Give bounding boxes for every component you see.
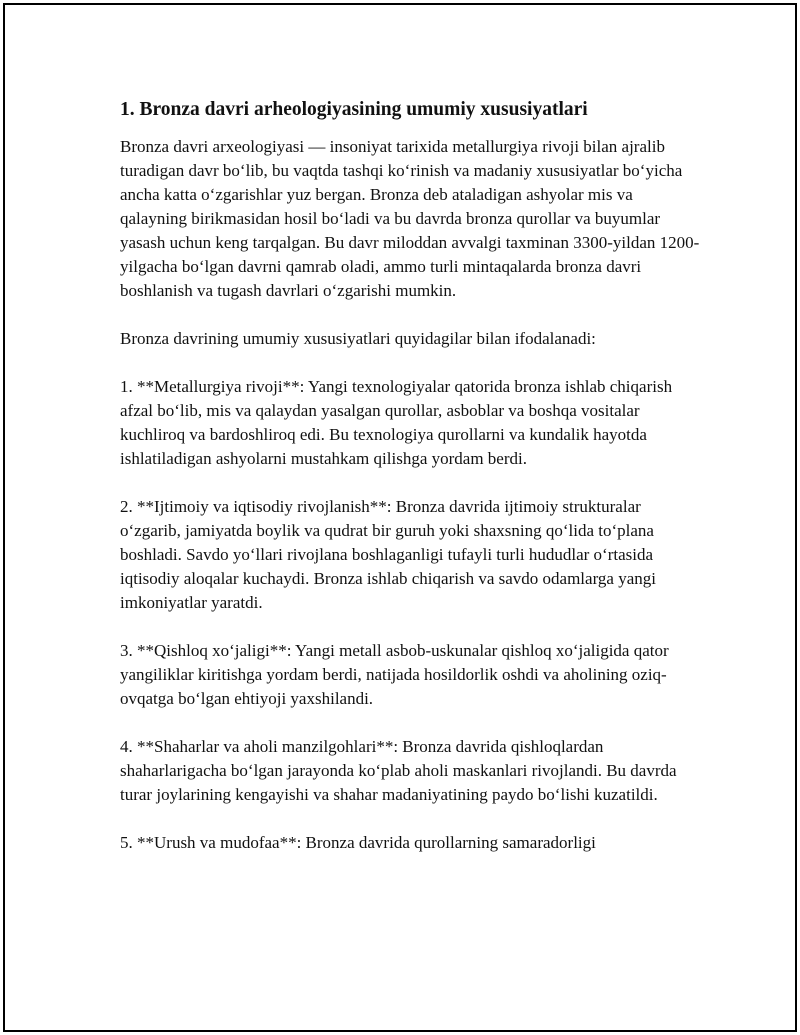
page-frame	[3, 3, 797, 1032]
intro-paragraph: Bronza davri arxeologiyasi — insoniyat tarixida metallurgiya rivoji bilan ajralib turadigan davr bo‘lib, bu vaqtda tashqi ko‘rinish va madaniy xususiyatlar bo‘yicha ancha katta o‘zgarishlar yuz bergan. Bronza deb ataladigan ashyolar mis va qalayning birikmasidan hosil bo‘ladi va bu davrda bronza qurollar va buyumlar yasash uchun keng tarqalgan. Bu davr miloddan avvalgi taxminan 3300-yildan 1200-yilgacha bo‘lgan davrni qamrab oladi, ammo turli mintaqalarda bronza davri boshlanish va tugash davrlari o‘zgarishi mumkin.	[120, 137, 700, 300]
document-body	[120, 97, 700, 879]
feature-item-metallurgy: 1. **Metallurgiya rivoji**: Yangi texnologiyalar qatorida bronza ishlab chiqarish afzal bo‘lib, mis va qalaydan yasalgan qurollar, asboblar va boshqa vositalar kuchliroq va bardoshliroq edi. Bu texnologiya qurollarni va kundalik hayotda ishlatiladigan ashyolarni mustahkam qilishga yordam berdi.	[120, 377, 673, 468]
feature-item-cities: 4. **Shaharlar va aholi manzilgohlari**: Bronza davrida qishloqlardan shaharlarigacha bo‘lgan jarayonda ko‘plab aholi maskanlari rivojlandi. Bu davrda turar joylarining kengayishi va shahar madaniyatining paydo bo‘lishi kuzatildi.	[120, 737, 677, 804]
feature-item-warfare: 5. **Urush va mudofaa**: Bronza davrida qurollarning samaradorligi	[120, 833, 596, 852]
feature-item-social-economic: 2. **Ijtimoiy va iqtisodiy rivojlanish**: Bronza davrida ijtimoiy strukturalar o‘zgarib, jamiyatda boylik va qudrat bir guruh yoki shaxsning qo‘lida to‘plana boshladi. Savdo yo‘llari rivojlana boshlaganligi tufayli turli hududlar o‘rtasida iqtisodiy aloqalar kuchaydi. Bronza ishlab chiqarish va savdo odamlarga yangi imkoniyatlar yaratdi.	[120, 497, 656, 612]
features-lead-paragraph: Bronza davrining umumiy xususiyatlari quyidagilar bilan ifodalanadi:	[120, 329, 596, 348]
feature-item-agriculture: 3. **Qishloq xo‘jaligi**: Yangi metall asbob-uskunalar qishloq xo‘jaligida qator yangiliklar kiritishga yordam berdi, natijada hosildorlik oshdi va aholining oziq-ovqatga bo‘lgan ehtiyoji yaxshilandi.	[120, 641, 669, 708]
section-heading: 1. Bronza davri arheologiyasining umumiy xususiyatlari	[120, 99, 588, 120]
